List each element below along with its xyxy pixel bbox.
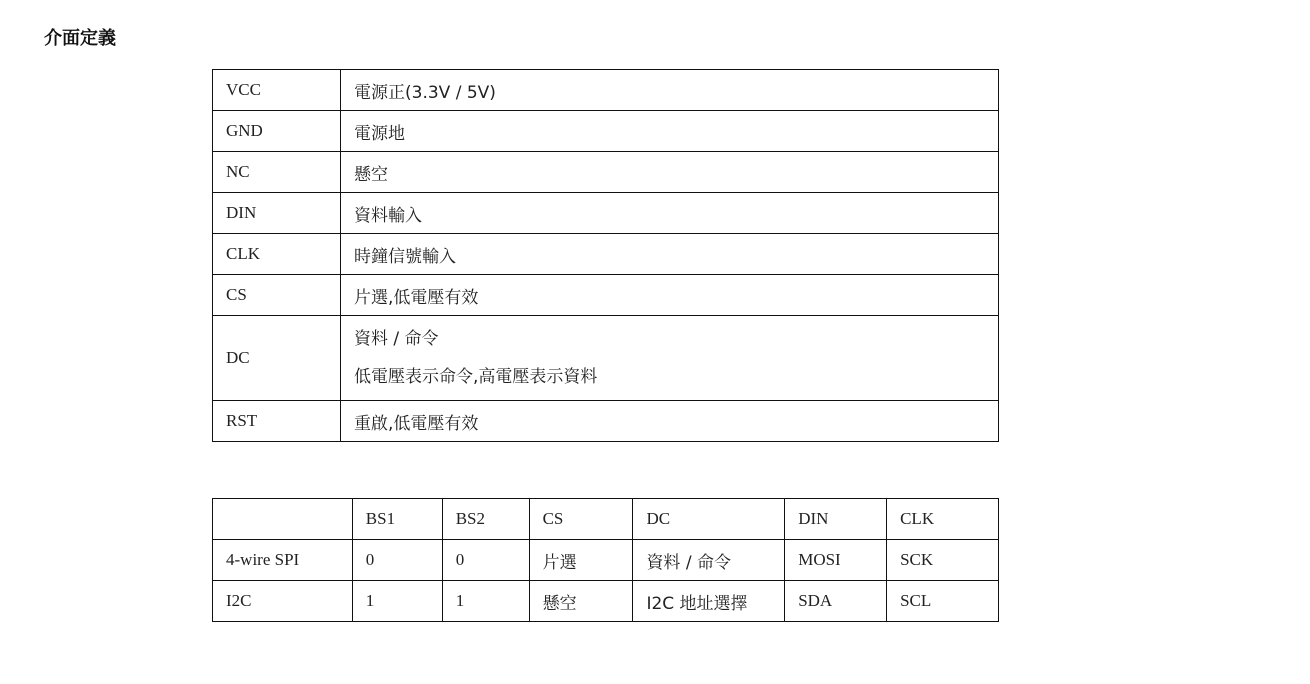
table-cell: 1 <box>442 581 529 622</box>
header-cell <box>213 499 353 540</box>
table-row <box>213 316 999 401</box>
table-row <box>213 581 999 622</box>
header-cell: DC <box>633 499 785 540</box>
pin-name-cell: DIN <box>213 193 341 234</box>
table-row <box>213 234 999 275</box>
header-cell: CS <box>529 499 633 540</box>
header-cell: DIN <box>785 499 887 540</box>
pin-description-cell: 重啟,低電壓有效 <box>341 401 999 442</box>
pin-description-cell: 懸空 <box>341 152 999 193</box>
table-cell: 1 <box>352 581 442 622</box>
table-row <box>213 111 999 152</box>
pin-description-cell: 電源地 <box>341 111 999 152</box>
pin-description-cell <box>341 316 999 401</box>
table-cell: 片選 <box>529 540 633 581</box>
table-cell: 0 <box>352 540 442 581</box>
table-row <box>213 193 999 234</box>
table-header-row <box>213 499 999 540</box>
table-row <box>213 70 999 111</box>
page-title: 介面定義 <box>44 28 116 49</box>
table-cell: 懸空 <box>529 581 633 622</box>
pin-description-cell: 時鐘信號輸入 <box>341 234 999 275</box>
pin-name-cell: NC <box>213 152 341 193</box>
pin-name-cell: GND <box>213 111 341 152</box>
table-cell: SCK <box>887 540 999 581</box>
table-cell: 資料 / 命令 <box>633 540 785 581</box>
table-cell: SCL <box>887 581 999 622</box>
table-row <box>213 540 999 581</box>
table-cell: SDA <box>785 581 887 622</box>
table-cell: MOSI <box>785 540 887 581</box>
table-row <box>213 401 999 442</box>
pin-name-cell: CS <box>213 275 341 316</box>
table-row <box>213 152 999 193</box>
pin-description-cell: 片選,低電壓有效 <box>341 275 999 316</box>
pin-description-cell: 資料輸入 <box>341 193 999 234</box>
header-cell: BS2 <box>442 499 529 540</box>
table-row <box>213 275 999 316</box>
pin-description-cell: 電源正(3.3V / 5V) <box>341 70 999 111</box>
interface-mode-table <box>212 498 999 622</box>
pin-name-cell: CLK <box>213 234 341 275</box>
table-cell: I2C 地址選擇 <box>633 581 785 622</box>
pin-name-cell: DC <box>213 316 341 401</box>
description-line: 低電壓表示命令,高電壓表示資料 <box>354 367 598 387</box>
header-cell: BS1 <box>352 499 442 540</box>
pin-definition-table <box>212 69 999 442</box>
pin-name-cell: VCC <box>213 70 341 111</box>
header-cell: CLK <box>887 499 999 540</box>
description-line: 資料 / 命令 <box>354 329 439 349</box>
table-cell: I2C <box>213 581 353 622</box>
table-cell: 0 <box>442 540 529 581</box>
pin-name-cell: RST <box>213 401 341 442</box>
table-cell: 4-wire SPI <box>213 540 353 581</box>
